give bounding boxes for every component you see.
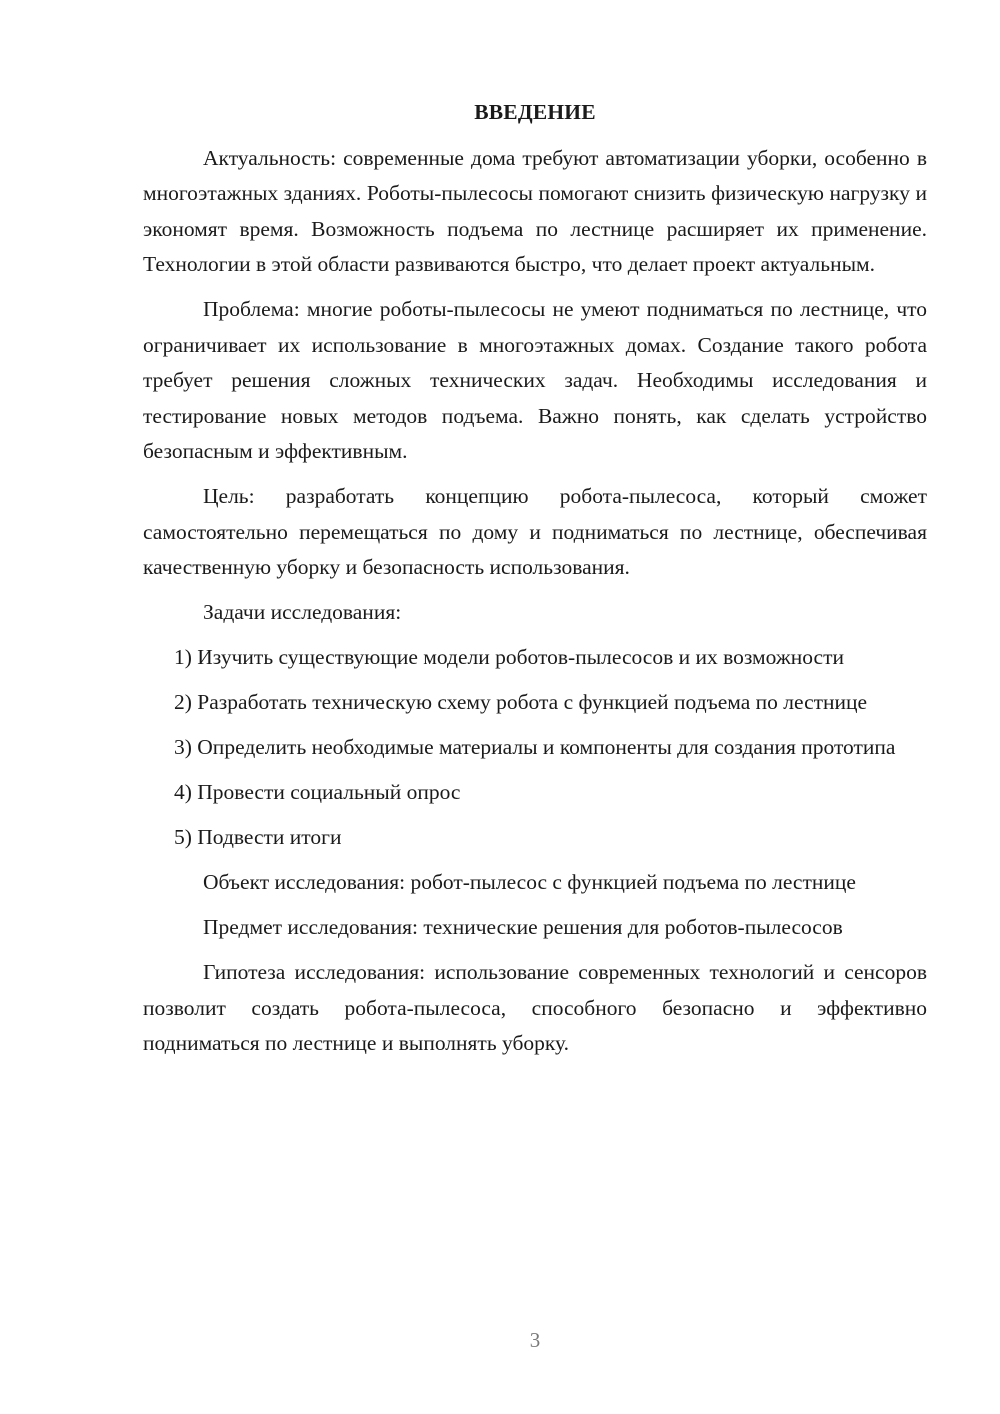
tasks-heading: Задачи исследования: [203,600,402,624]
page-content [143,95,927,1071]
goal-paragraph: Цель: разработать концепцию робота-пылесоса, который сможет самостоятельно перемещаться по дому и подниматься по лестнице, обеспечивая качественную уборку и безопасность использования. [143,484,927,579]
relevance-paragraph: Актуальность: современные дома требуют автоматизации уборки, особенно в многоэтажных зданиях. Роботы-пылесосы помогают снизить физическую нагрузку и экономят время. Возможность подъема по лестнице расширяет их применение. Технологии в этой области развиваются быстро, что делает проект актуальным. [143,145,927,276]
task-item-4: 4) Провести социальный опрос [174,780,461,804]
subject-paragraph: Предмет исследования: технические решения для роботов-пылесосов [203,915,843,939]
problem-paragraph: Проблема: многие роботы-пылесосы не умеют подниматься по лестнице, что ограничивает их использование в многоэтажных домах. Создание такого робота требует решения сложных технических задач. Необходимы исследования и тестирование новых методов подъема. Важно понять, как сделать устройство безопасным и эффективным. [143,297,927,463]
page-number: 3 [529,1328,541,1352]
section-title: ВВЕДЕНИЕ [474,100,596,124]
object-paragraph: Объект исследования: робот-пылесос с функцией подъема по лестнице [203,870,856,894]
task-item-3: 3) Определить необходимые материалы и компоненты для создания прототипа [174,735,896,759]
hypothesis-paragraph: Гипотеза исследования: использование современных технологий и сенсоров позволит создать робота-пылесоса, способного безопасно и эффективно подниматься по лестнице и выполнять уборку. [143,960,927,1055]
task-item-5: 5) Подвести итоги [174,825,342,849]
task-item-2: 2) Разработать техническую схему робота с функцией подъема по лестнице [174,690,868,714]
task-item-1: 1) Изучить существующие модели роботов-пылесосов и их возможности [174,645,844,669]
tasks-list [143,640,927,856]
